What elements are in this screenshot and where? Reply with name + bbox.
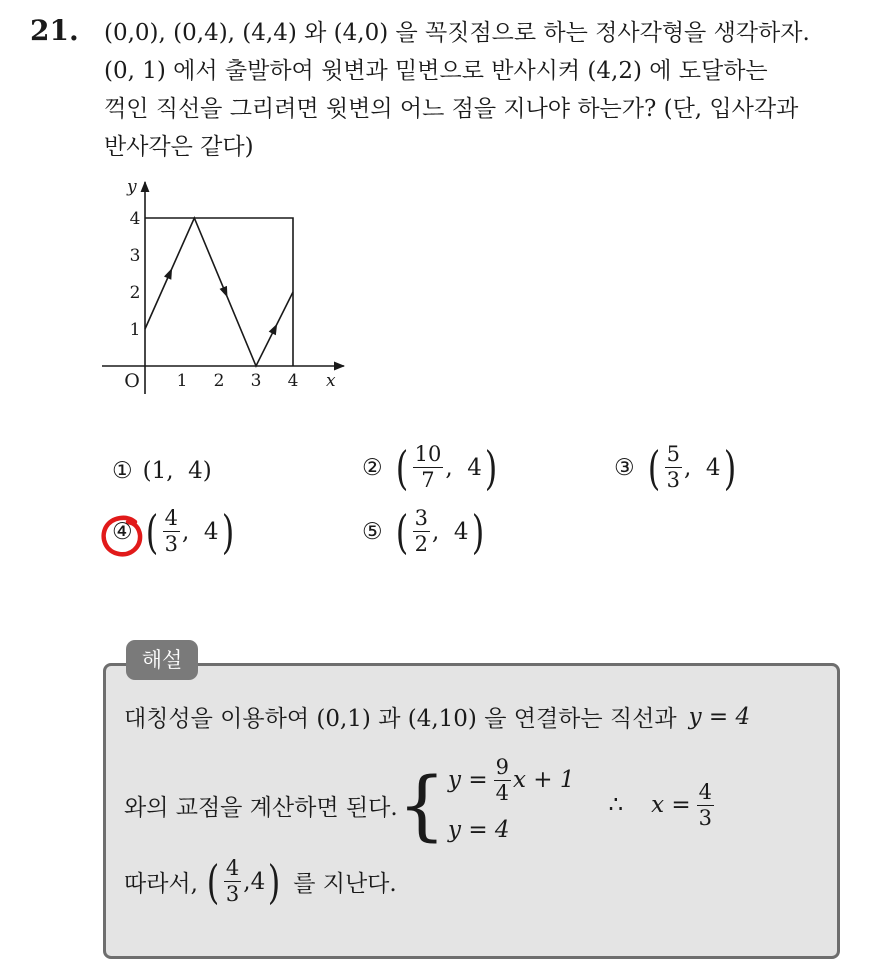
choice-number: ② (362, 454, 383, 481)
left-paren: ( (395, 440, 408, 495)
reflection-figure (98, 178, 348, 400)
origin-label: O (124, 370, 140, 392)
solution-text: 따라서, (124, 871, 198, 897)
choice-tail: , 4 (683, 454, 721, 481)
question-line: (0, 1) 에서 출발하여 윗변과 밑변으로 반사시켜 (4,2) 에 도달하는 (104, 58, 768, 84)
fraction-numerator: 4 (164, 506, 178, 530)
choice-4[interactable] (112, 504, 236, 559)
choice-number: ⑤ (362, 518, 383, 545)
left-paren: ( (145, 504, 158, 559)
solution-text: 와의 교점을 계산하면 된다. (124, 794, 398, 821)
question-line: 반사각은 같다) (104, 134, 254, 160)
solution-equation: y = 4 (688, 703, 751, 730)
solution-line-3 (124, 854, 397, 909)
fraction-denominator: 2 (414, 532, 428, 556)
fraction-denominator: 3 (698, 805, 713, 830)
fraction-numerator: 4 (698, 779, 713, 804)
left-paren: ( (206, 854, 220, 909)
right-paren: ) (267, 854, 281, 909)
solution-tag: 해설 (126, 640, 198, 680)
fraction-numerator: 3 (414, 506, 428, 530)
left-paren: ( (395, 504, 408, 559)
right-paren: ) (723, 440, 736, 495)
right-paren: ) (471, 504, 484, 559)
direction-arrow (164, 266, 176, 279)
reflection-path (145, 218, 293, 366)
eq-text: y = 4 (448, 817, 510, 843)
direction-arrow (269, 322, 281, 335)
question-line: 꺽인 직선을 그리려면 윗변의 어느 점을 지나야 하는가? (단, 입사각과 (104, 96, 799, 122)
fraction (413, 508, 430, 555)
choice-number: ① (112, 458, 133, 484)
left-brace: { (397, 760, 447, 849)
choice-2[interactable] (362, 440, 500, 495)
left-paren: ( (647, 440, 660, 495)
choice-1[interactable] (112, 458, 212, 484)
x-tick-label: 3 (250, 371, 262, 391)
x-axis-label: x (326, 371, 336, 391)
fraction-denominator: 3 (225, 882, 240, 906)
fraction (413, 444, 444, 491)
x-tick-label: 2 (213, 371, 225, 391)
choice-tail: , 4 (431, 518, 469, 545)
choice-tail: , 4 (445, 454, 482, 481)
fraction (163, 508, 180, 555)
question-text (104, 14, 864, 166)
right-paren: ) (221, 504, 234, 559)
fraction (665, 444, 682, 491)
fraction-denominator: 3 (666, 468, 680, 492)
y-tick-label: 4 (129, 209, 141, 229)
fraction (494, 754, 511, 805)
solution-text: 대칭성을 이용하여 (0,1) 과 (4,10) 을 연결하는 직선과 (124, 706, 677, 732)
fraction-numerator: 5 (666, 442, 680, 466)
solution-text: 를 지난다. (293, 871, 397, 897)
choice-value: (1, 4) (142, 458, 212, 484)
y-tick-label: 1 (129, 320, 141, 340)
square-outline (145, 218, 293, 366)
y-tick-label: 3 (129, 246, 141, 266)
x-tick-label: 4 (287, 371, 299, 391)
choice-number: ④ (112, 518, 133, 545)
fraction-numerator: 10 (414, 442, 442, 466)
fraction-numerator: 9 (495, 754, 509, 779)
right-paren: ) (484, 440, 498, 495)
eq-tail: x + 1 (512, 767, 575, 793)
fraction (224, 858, 241, 905)
equation-system (448, 754, 575, 852)
choice-5[interactable] (362, 504, 486, 559)
result-lhs: x = (651, 792, 691, 818)
fraction-denominator: 4 (495, 780, 509, 805)
choice-3[interactable] (614, 440, 738, 495)
fraction-numerator: 4 (225, 856, 240, 880)
therefore-symbol: ∴ (608, 792, 624, 818)
solution-line-1 (124, 700, 750, 733)
y-axis-label: y (127, 178, 137, 197)
question-number: 21. (30, 14, 79, 47)
fraction-denominator: 7 (421, 468, 435, 492)
system-equation-1 (448, 754, 575, 805)
fraction-denominator: 3 (164, 532, 178, 556)
y-tick-label: 2 (129, 283, 141, 303)
choice-tail: , 4 (181, 518, 219, 545)
question-line: (0,0), (0,4), (4,4) 와 (4,0) 을 꼭짓점으로 하는 정사각형을 생각하자. (104, 20, 810, 46)
point-tail: ,4 (243, 868, 266, 895)
fraction (697, 779, 714, 830)
eq-lhs: y = (448, 767, 488, 793)
system-equation-2 (448, 808, 574, 852)
direction-arrow (220, 286, 232, 299)
solution-line-2 (124, 754, 716, 852)
choice-number: ③ (614, 454, 635, 481)
x-tick-label: 1 (176, 371, 188, 391)
